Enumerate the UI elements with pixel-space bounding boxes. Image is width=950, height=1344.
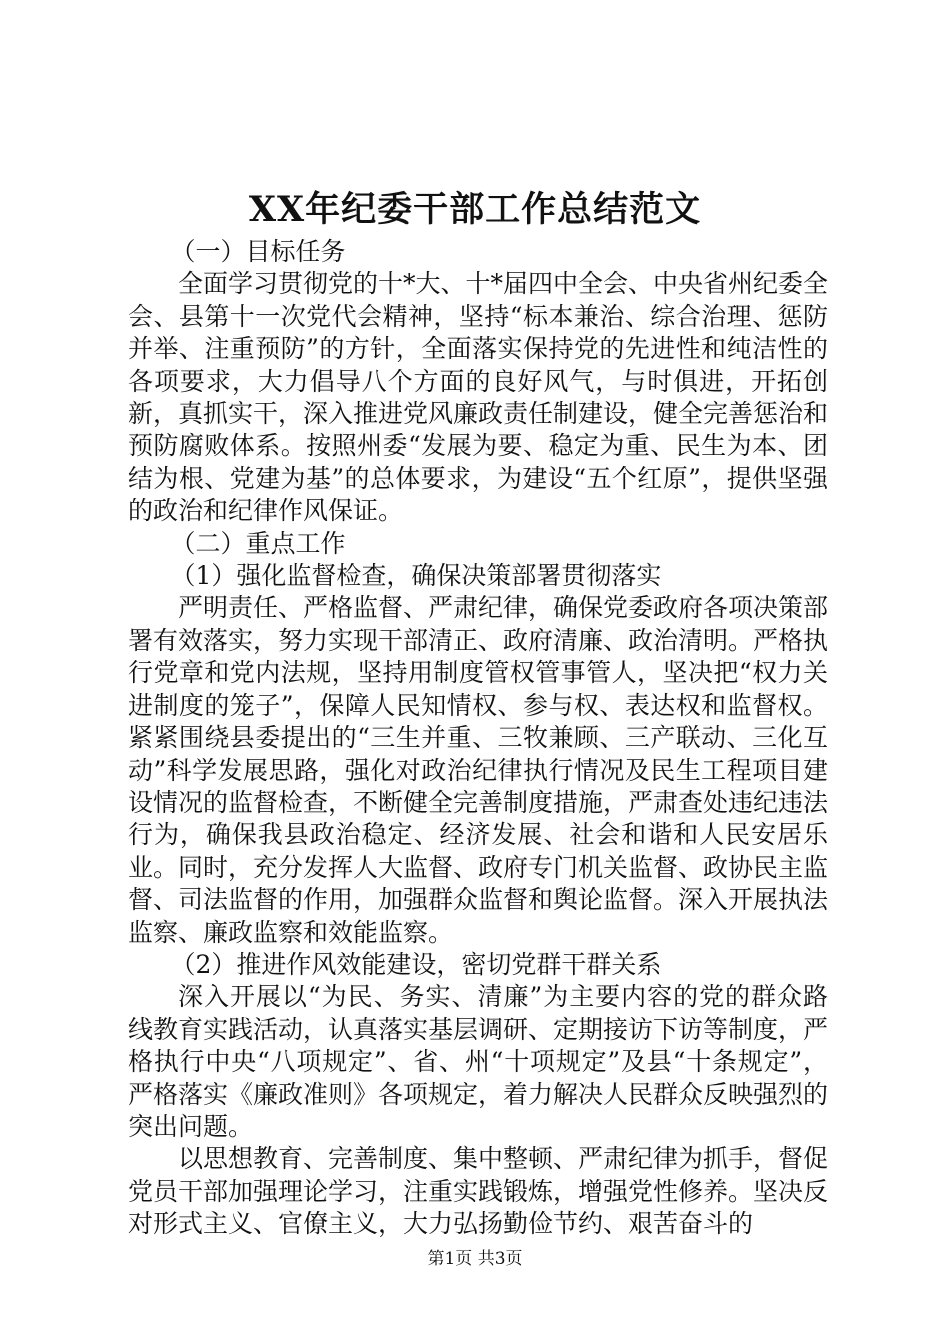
document-body <box>128 236 828 1241</box>
page-number: 第1页 共3页 <box>427 1249 523 1269</box>
document-title: XX年纪委干部工作总结范文 <box>248 189 702 230</box>
subheading-supervision: （1）强化监督检查，确保决策部署贯彻落实 <box>170 561 662 591</box>
paragraph-goals: 全面学习贯彻党的十*大、十*届四中全会、中央省州纪委全会、县第十一次党代会精神，坚持“标本兼治、综合治理、惩防并举、注重预防”的方针，全面落实保持党的先进性和纯洁性的各项要求，大力倡导八个方面的良好风气，与时俱进，开拓创新，真抓实干，深入推进党风廉政责任制建设，健全完善惩治和预防腐败体系。按照州委“发展为要、稳定为重、民生为本、团结为根、党建为基”的总体要求，为建设“五个红原”，提供坚强的政治和纪律作风保证。 <box>128 269 829 526</box>
paragraph-education: 以思想教育、完善制度、集中整顿、严肃纪律为抓手，督促党员干部加强理论学习，注重实践锻炼，增强党性修养。坚决反对形式主义、官僚主义，大力弘扬勤俭节约、艰苦奋斗的 <box>128 1144 829 1239</box>
subheading-work-style: （2）推进作风效能建设，密切党群干群关系 <box>170 949 662 979</box>
paragraph-supervision: 严明责任、严格监督、严肃纪律，确保党委政府各项决策部署有效落实，努力实现干部清正、政府清廉、政治清明。严格执行党章和党内法规，坚持用制度管权管事管人，坚决把“权力关进制度的笼子”，保障人民知情权、参与权、表达权和监督权。紧紧围绕县委提出的“三生并重、三牧兼顾、三产联动、三化互动”科学发展思路，强化对政治纪律执行情况及民生工程项目建设情况的监督检查，不断健全完善制度措施，严肃查处违纪违法行为，确保我县政治稳定、经济发展、社会和谐和人民安居乐业。同时，充分发挥人大监督、政府专门机关监督、政协民主监督、司法监督的作用，加强群众监督和舆论监督。深入开展执法监察、廉政监察和效能监察。 <box>128 593 829 947</box>
section-heading-key-work: （二）重点工作 <box>170 528 346 558</box>
paragraph-work-style: 深入开展以“为民、务实、清廉”为主要内容的党的群众路线教育实践活动，认真落实基层调研、定期接访下访等制度，严格执行中央“八项规定”、省、州“十项规定”及县“十条规定”，严格落实《廉政准则》各项规定，着力解决人民群众反映强烈的突出问题。 <box>128 982 829 1141</box>
section-heading-goals: （一）目标任务 <box>170 237 346 266</box>
